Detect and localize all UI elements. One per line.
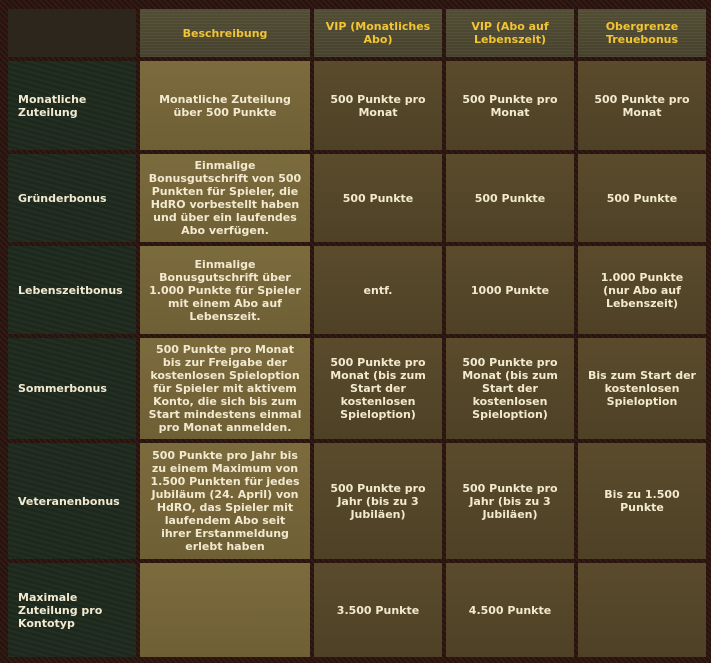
description-cell: 500 Punkte pro Monat bis zur Freigabe der kostenlosen Spieloption für Spieler mit aktivem Konto, die sich bis zum Start mindestens einmal pro Monat anmelden. (140, 338, 310, 439)
header-row (8, 9, 706, 57)
table-row (8, 338, 706, 439)
vip-lifetime-cell: 500 Punkte (446, 154, 574, 242)
table-row (8, 443, 706, 559)
row-label: Monatliche Zuteilung (8, 61, 136, 150)
header-corner-cell (8, 9, 136, 57)
header-vip-lifetime: VIP (Abo auf Lebenszeit) (446, 9, 574, 57)
row-label: Gründerbonus (8, 154, 136, 242)
vip-monthly-cell: 500 Punkte pro Monat (bis zum Start der kostenlosen Spieloption) (314, 338, 442, 439)
row-label: Lebenszeitbonus (8, 246, 136, 334)
loyalty-cap-cell: 500 Punkte pro Monat (578, 61, 706, 150)
table-row (8, 246, 706, 334)
vip-lifetime-cell: 500 Punkte pro Monat (bis zum Start der kostenlosen Spieloption) (446, 338, 574, 439)
vip-lifetime-cell: 500 Punkte pro Monat (446, 61, 574, 150)
vip-lifetime-cell: 4.500 Punkte (446, 563, 574, 657)
header-loyalty-cap: Obergrenze Treuebonus (578, 9, 706, 57)
loyalty-cap-cell: 500 Punkte (578, 154, 706, 242)
description-cell (140, 563, 310, 657)
row-label: Maximale Zuteilung pro Kontotyp (8, 563, 136, 657)
loyalty-cap-cell (578, 563, 706, 657)
description-cell: Einmalige Bonusgutschrift von 500 Punkten für Spieler, die HdRO vorbestellt haben und über ein laufendes Abo verfügen. (140, 154, 310, 242)
header-vip-monthly: VIP (Monatliches Abo) (314, 9, 442, 57)
vip-monthly-cell: 500 Punkte (314, 154, 442, 242)
loyalty-cap-cell: Bis zum Start der kostenlosen Spieloption (578, 338, 706, 439)
table-row (8, 154, 706, 242)
vip-lifetime-cell: 500 Punkte pro Jahr (bis zu 3 Jubiläen) (446, 443, 574, 559)
vip-monthly-cell: 500 Punkte pro Monat (314, 61, 442, 150)
row-label: Veteranenbonus (8, 443, 136, 559)
vip-lifetime-cell: 1000 Punkte (446, 246, 574, 334)
table-row (8, 563, 706, 657)
header-beschreibung: Beschreibung (140, 9, 310, 57)
description-cell: Einmalige Bonusgutschrift über 1.000 Punkte für Spieler mit einem Abo auf Lebenszeit. (140, 246, 310, 334)
row-label: Sommerbonus (8, 338, 136, 439)
vip-monthly-cell: 500 Punkte pro Jahr (bis zu 3 Jubiläen) (314, 443, 442, 559)
description-cell: 500 Punkte pro Jahr bis zu einem Maximum von 1.500 Punkten für jedes Jubiläum (24. April) von HdRO, das Spieler mit laufendem Abo seit ihrer Erstanmeldung erlebt haben (140, 443, 310, 559)
loyalty-cap-cell: 1.000 Punkte (nur Abo auf Lebenszeit) (578, 246, 706, 334)
description-cell: Monatliche Zuteilung über 500 Punkte (140, 61, 310, 150)
bonus-points-table (4, 5, 710, 661)
vip-monthly-cell: 3.500 Punkte (314, 563, 442, 657)
loyalty-cap-cell: Bis zu 1.500 Punkte (578, 443, 706, 559)
table-row (8, 61, 706, 150)
vip-monthly-cell: entf. (314, 246, 442, 334)
